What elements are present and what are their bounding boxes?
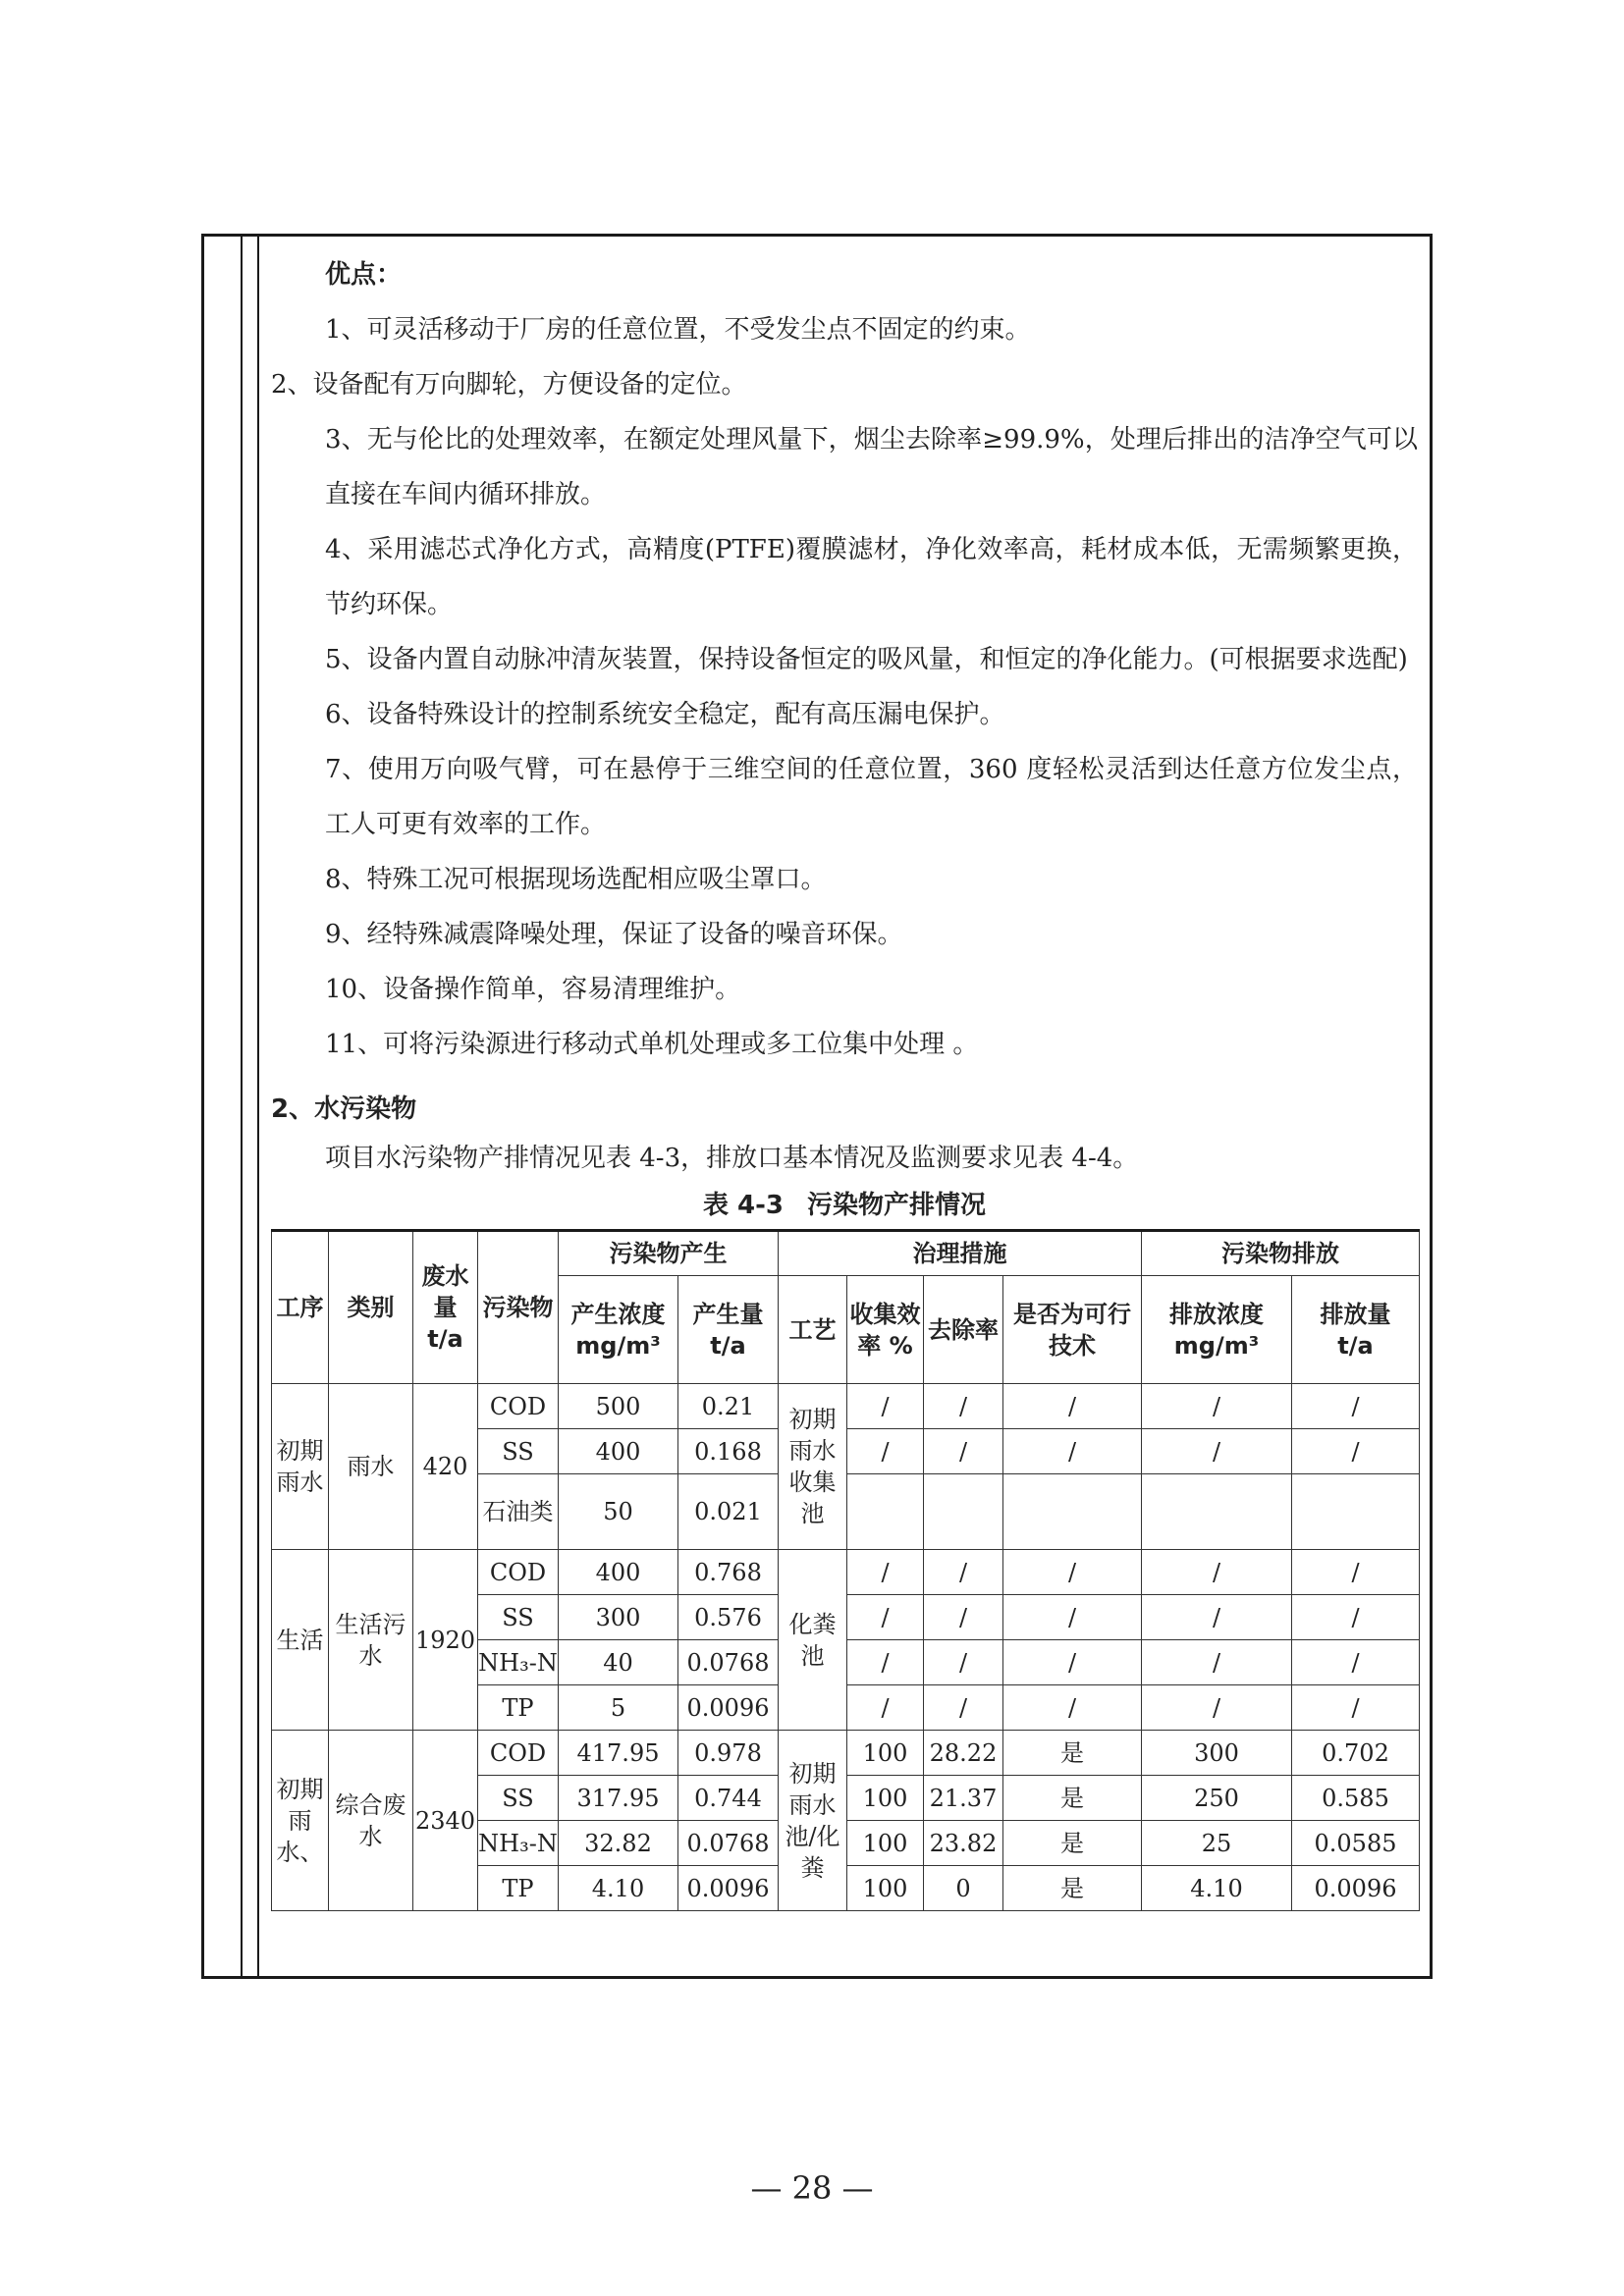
cell-emis-conc: 250 [1142,1776,1292,1821]
cell-gen-conc: 400 [559,1429,678,1474]
cell-removal: / [924,1640,1003,1685]
frame-divider [241,236,243,1977]
cell-pollutant: SS [478,1776,559,1821]
cell-gen-amount: 0.021 [678,1474,779,1550]
advantage-item-10: 10、设备操作简单，容易清理维护。 [325,975,741,1004]
cell-pollutant: NH₃-N [478,1821,559,1866]
cell-gen-amount: 0.0096 [678,1685,779,1731]
advantages-heading: 优点： [325,260,403,290]
cell-feasible: 是 [1003,1731,1142,1776]
cell-removal: / [924,1685,1003,1731]
header-category: 类别 [329,1231,413,1384]
cell-gen-amount: 0.768 [678,1550,779,1595]
cell-collection [847,1474,924,1550]
cell-emis-conc: / [1142,1595,1292,1640]
cell-category: 生活污水 [329,1550,413,1731]
cell-pollutant: SS [478,1595,559,1640]
advantage-item-11: 11、可将污染源进行移动式单机处理或多工位集中处理 。 [325,1030,979,1059]
cell-pollutant: TP [478,1685,559,1731]
header-technique: 工艺 [779,1276,847,1384]
cell-pollutant: NH₃-N [478,1640,559,1685]
advantage-item-4: 4、采用滤芯式净化方式，高精度(PTFE)覆膜滤材，净化效率高，耗材成本低，无需频繁更换，节约环保。 [325,535,1418,619]
cell-gen-amount: 0.744 [678,1776,779,1821]
page-number: — 28 — [750,2169,874,2207]
cell-wastewater: 1920 [413,1550,478,1731]
frame-divider [257,236,259,1977]
cell-collection: / [847,1595,924,1640]
advantage-item-2: 2、设备配有万向脚轮，方便设备的定位。 [271,370,747,400]
header-emission-group: 污染物排放 [1142,1231,1420,1276]
advantage-item-7: 7、使用万向吸气臂，可在悬停于三维空间的任意位置，360 度轻松灵活到达任意方位发尘点，工人可更有效率的工作。 [325,755,1418,839]
cell-removal: 21.37 [924,1776,1003,1821]
cell-collection: / [847,1550,924,1595]
advantage-item-3: 3、无与伦比的处理效率，在额定处理风量下，烟尘去除率≥99.9%，处理后排出的洁净空气可以直接在车间内循环排放。 [325,425,1418,509]
cell-gen-conc: 400 [559,1550,678,1595]
cell-gen-conc: 317.95 [559,1776,678,1821]
cell-feasible: 是 [1003,1866,1142,1911]
cell-process: 初期雨水 [272,1384,329,1550]
cell-gen-conc: 300 [559,1595,678,1640]
cell-emis-amount: 0.0096 [1292,1866,1420,1911]
cell-gen-conc: 40 [559,1640,678,1685]
cell-feasible: 是 [1003,1776,1142,1821]
cell-feasible: 是 [1003,1821,1142,1866]
cell-technique: 化粪池 [779,1550,847,1731]
advantage-item-6: 6、设备特殊设计的控制系统安全稳定，配有高压漏电保护。 [325,700,1005,729]
cell-gen-conc: 32.82 [559,1821,678,1866]
cell-gen-amount: 0.0096 [678,1866,779,1911]
cell-gen-amount: 0.21 [678,1384,779,1429]
pollutant-table [271,1229,1420,1911]
cell-collection: / [847,1640,924,1685]
table-row [272,1550,1420,1595]
cell-gen-conc: 50 [559,1474,678,1550]
cell-feasible [1003,1474,1142,1550]
cell-process: 生活 [272,1550,329,1731]
header-wastewater: 废水量 t/a [413,1231,478,1384]
table-caption: 污染物产排情况 [807,1191,987,1220]
cell-gen-amount: 0.168 [678,1429,779,1474]
cell-collection: / [847,1429,924,1474]
cell-feasible: / [1003,1685,1142,1731]
cell-collection: / [847,1384,924,1429]
cell-emis-amount: / [1292,1429,1420,1474]
cell-feasible: / [1003,1429,1142,1474]
cell-pollutant: SS [478,1429,559,1474]
cell-gen-conc: 4.10 [559,1866,678,1911]
cell-gen-amount: 0.978 [678,1731,779,1776]
cell-feasible: / [1003,1595,1142,1640]
cell-emis-amount: / [1292,1595,1420,1640]
header-treatment-group: 治理措施 [779,1231,1142,1276]
cell-emis-conc: / [1142,1685,1292,1731]
advantage-item-9: 9、经特殊减震降噪处理，保证了设备的噪音环保。 [325,920,903,949]
cell-collection: 100 [847,1776,924,1821]
cell-emis-amount: 0.702 [1292,1731,1420,1776]
cell-removal: / [924,1550,1003,1595]
section-heading: 2、水污染物 [271,1095,417,1124]
header-pollutant: 污染物 [478,1231,559,1384]
cell-collection: 100 [847,1821,924,1866]
cell-gen-conc: 500 [559,1384,678,1429]
cell-removal: / [924,1429,1003,1474]
cell-feasible: / [1003,1384,1142,1429]
cell-emis-amount: / [1292,1685,1420,1731]
header-feasible: 是否为可行技术 [1003,1276,1142,1384]
cell-gen-amount: 0.576 [678,1595,779,1640]
cell-removal: 28.22 [924,1731,1003,1776]
table-title [271,1186,1418,1225]
cell-emis-amount [1292,1474,1420,1550]
cell-emis-amount: 0.0585 [1292,1821,1420,1866]
cell-wastewater: 420 [413,1384,478,1550]
cell-emis-conc: 25 [1142,1821,1292,1866]
cell-emis-amount: 0.585 [1292,1776,1420,1821]
cell-emis-conc [1142,1474,1292,1550]
cell-pollutant: COD [478,1384,559,1429]
cell-emis-conc: / [1142,1550,1292,1595]
header-emis-conc: 排放浓度 mg/m³ [1142,1276,1292,1384]
cell-pollutant: 石油类 [478,1474,559,1550]
cell-gen-conc: 5 [559,1685,678,1731]
cell-category: 雨水 [329,1384,413,1550]
cell-gen-amount: 0.0768 [678,1821,779,1866]
main-content [271,247,1418,1911]
cell-feasible: / [1003,1640,1142,1685]
cell-collection: / [847,1685,924,1731]
cell-feasible: / [1003,1550,1142,1595]
cell-pollutant: TP [478,1866,559,1911]
cell-gen-amount: 0.0768 [678,1640,779,1685]
cell-removal [924,1474,1003,1550]
cell-emis-conc: 4.10 [1142,1866,1292,1911]
header-emis-amount: 排放量 t/a [1292,1276,1420,1384]
advantage-item-5: 5、设备内置自动脉冲清灰装置，保持设备恒定的吸风量，和恒定的净化能力。(可根据要求选配) [325,645,1408,674]
cell-removal: / [924,1595,1003,1640]
header-gen-conc: 产生浓度 mg/m³ [559,1276,678,1384]
advantage-item-8: 8、特殊工况可根据现场选配相应吸尘罩口。 [325,865,827,894]
cell-technique: 初期雨水池/化粪 [779,1731,847,1911]
cell-removal: / [924,1384,1003,1429]
cell-emis-amount: / [1292,1384,1420,1429]
cell-emis-conc: 300 [1142,1731,1292,1776]
cell-removal: 23.82 [924,1821,1003,1866]
cell-emis-conc: / [1142,1384,1292,1429]
cell-technique: 初期雨水收集池 [779,1384,847,1550]
cell-category: 综合废水 [329,1731,413,1911]
table-row [272,1384,1420,1429]
advantage-item-1: 1、可灵活移动于厂房的任意位置，不受发尘点不固定的约束。 [325,315,1031,345]
table-number: 表 4-3 [702,1191,784,1220]
cell-gen-conc: 417.95 [559,1731,678,1776]
header-process: 工序 [272,1231,329,1384]
table-row [272,1731,1420,1776]
cell-removal: 0 [924,1866,1003,1911]
header-collection-eff: 收集效率 % [847,1276,924,1384]
cell-emis-conc: / [1142,1640,1292,1685]
header-generation-group: 污染物产生 [559,1231,779,1276]
header-removal-rate: 去除率 [924,1276,1003,1384]
cell-process: 初期雨水、 [272,1731,329,1911]
header-gen-amount: 产生量 t/a [678,1276,779,1384]
cell-emis-conc: / [1142,1429,1292,1474]
cell-pollutant: COD [478,1550,559,1595]
cell-collection: 100 [847,1731,924,1776]
cell-wastewater: 2340 [413,1731,478,1911]
cell-emis-amount: / [1292,1550,1420,1595]
cell-emis-amount: / [1292,1640,1420,1685]
cell-pollutant: COD [478,1731,559,1776]
cell-collection: 100 [847,1866,924,1911]
section-intro: 项目水污染物产排情况见表 4-3，排放口基本情况及监测要求见表 4-4。 [325,1144,1139,1173]
